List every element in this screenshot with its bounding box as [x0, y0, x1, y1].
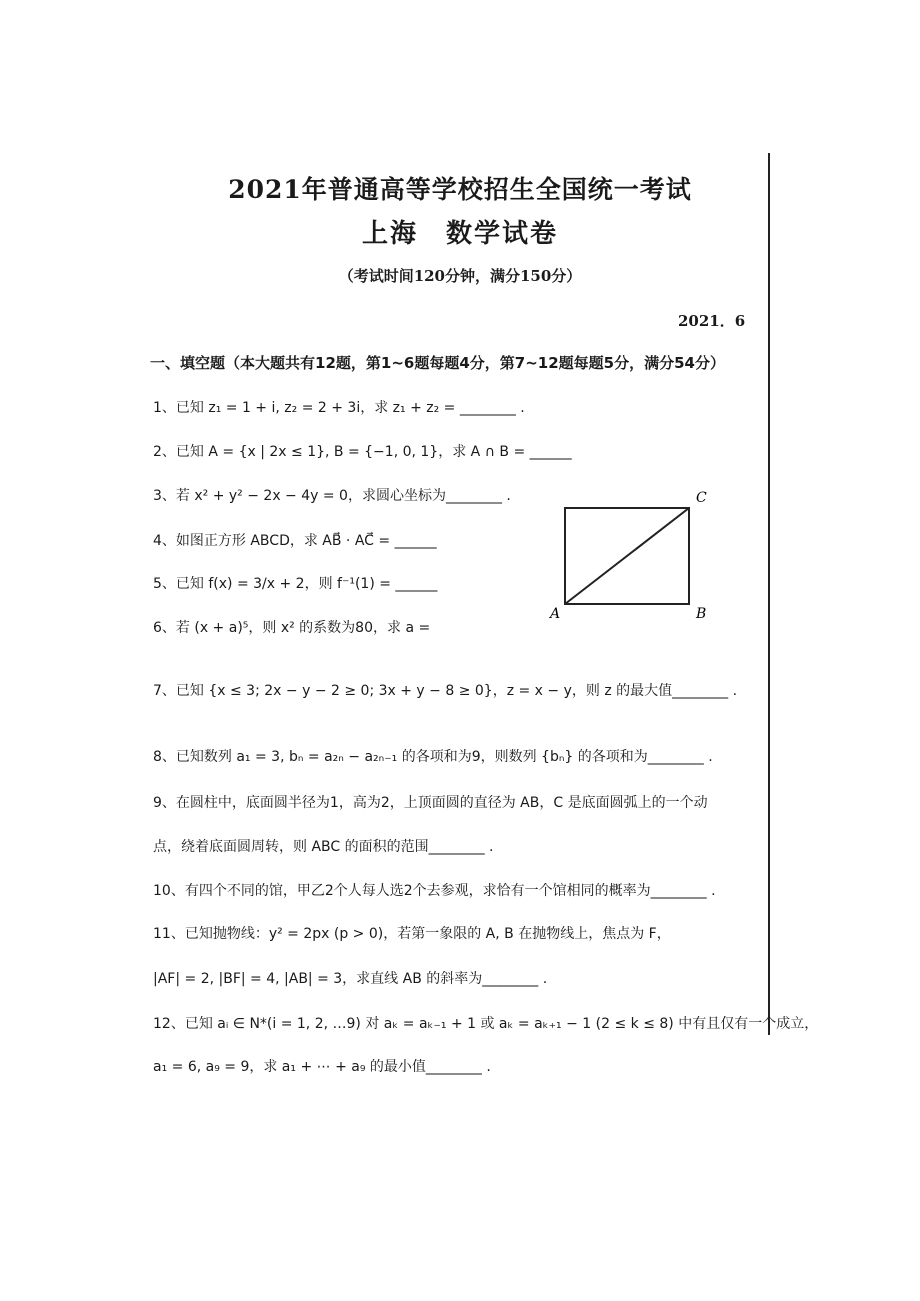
question-6: 6、若 (x + a)⁵，则 x² 的系数为80，求 a = [153, 620, 431, 636]
question-9: 9、在圆柱中，底面圆半径为1，高为2，上顶面圆的直径为 AB，C 是底面圆弧上的一个动 [153, 795, 708, 811]
question-1: 1、已知 z₁ = 1 + i, z₂ = 2 + 3i，求 z₁ + z₂ = ________ . [153, 400, 525, 416]
label-c: C [696, 490, 707, 506]
exam-subtitle: 上海 数学试卷 [361, 219, 558, 249]
question-4: 4、如图正方形 ABCD，求 AB⃗ · AC⃗ = ______ [153, 533, 437, 549]
question-5: 5、已知 f(x) = 3/x + 2，则 f⁻¹(1) = ______ [153, 576, 438, 592]
question-7: 7、已知 {x ≤ 3; 2x − y − 2 ≥ 0; 3x + y − 8 ≥ 0}，z = x − y，则 z 的最大值________ . [153, 683, 738, 699]
square-figure [540, 485, 730, 625]
question-12: 12、已知 aᵢ ∈ N*(i = 1, 2, …9) 对 aₖ = aₖ₋₁ + 1 或 aₖ = aₖ₊₁ − 1 (2 ≤ k ≤ 8) 中有且仅有一个成立， [153, 1016, 819, 1032]
exam-info: （考试时间120分钟，满分150分） [338, 267, 582, 285]
label-a: A [550, 606, 561, 622]
exam-date: 2021．6 [678, 312, 746, 330]
question-8: 8、已知数列 a₁ = 3, bₙ = a₂ₙ − a₂ₙ₋₁ 的各项和为9，则数列 {bₙ} 的各项和为________ . [153, 749, 713, 765]
question-3: 3、若 x² + y² − 2x − 4y = 0，求圆心坐标为________ . [153, 488, 511, 504]
exam-title: 2021年普通高等学校招生全国统一考试 [228, 175, 692, 204]
question-9-cont: 点，绕着底面圆周转，则 ABC 的面积的范围________ . [153, 839, 494, 855]
section-heading: 一、填空题（本大题共有12题，第1~6题每题4分，第7~12题每题5分，满分54分） [150, 354, 725, 372]
question-11-cont: |AF| = 2, |BF| = 4, |AB| = 3，求直线 AB 的斜率为________ . [153, 971, 548, 987]
question-12-cont: a₁ = 6, a₉ = 9，求 a₁ + ⋯ + a₉ 的最小值________ . [153, 1059, 491, 1075]
question-2: 2、已知 A = {x | 2x ≤ 1}, B = {−1, 0, 1}，求 A ∩ B = ______ [153, 444, 572, 460]
question-10: 10、有四个不同的馆，甲乙2个人每人选2个去参观，求恰有一个馆相同的概率为________ . [153, 883, 716, 899]
label-b: B [696, 606, 707, 622]
diagonal-ac [565, 508, 689, 604]
question-11: 11、已知抛物线：y² = 2px (p > 0)，若第一象限的 A, B 在抛物线上，焦点为 F， [153, 926, 671, 942]
